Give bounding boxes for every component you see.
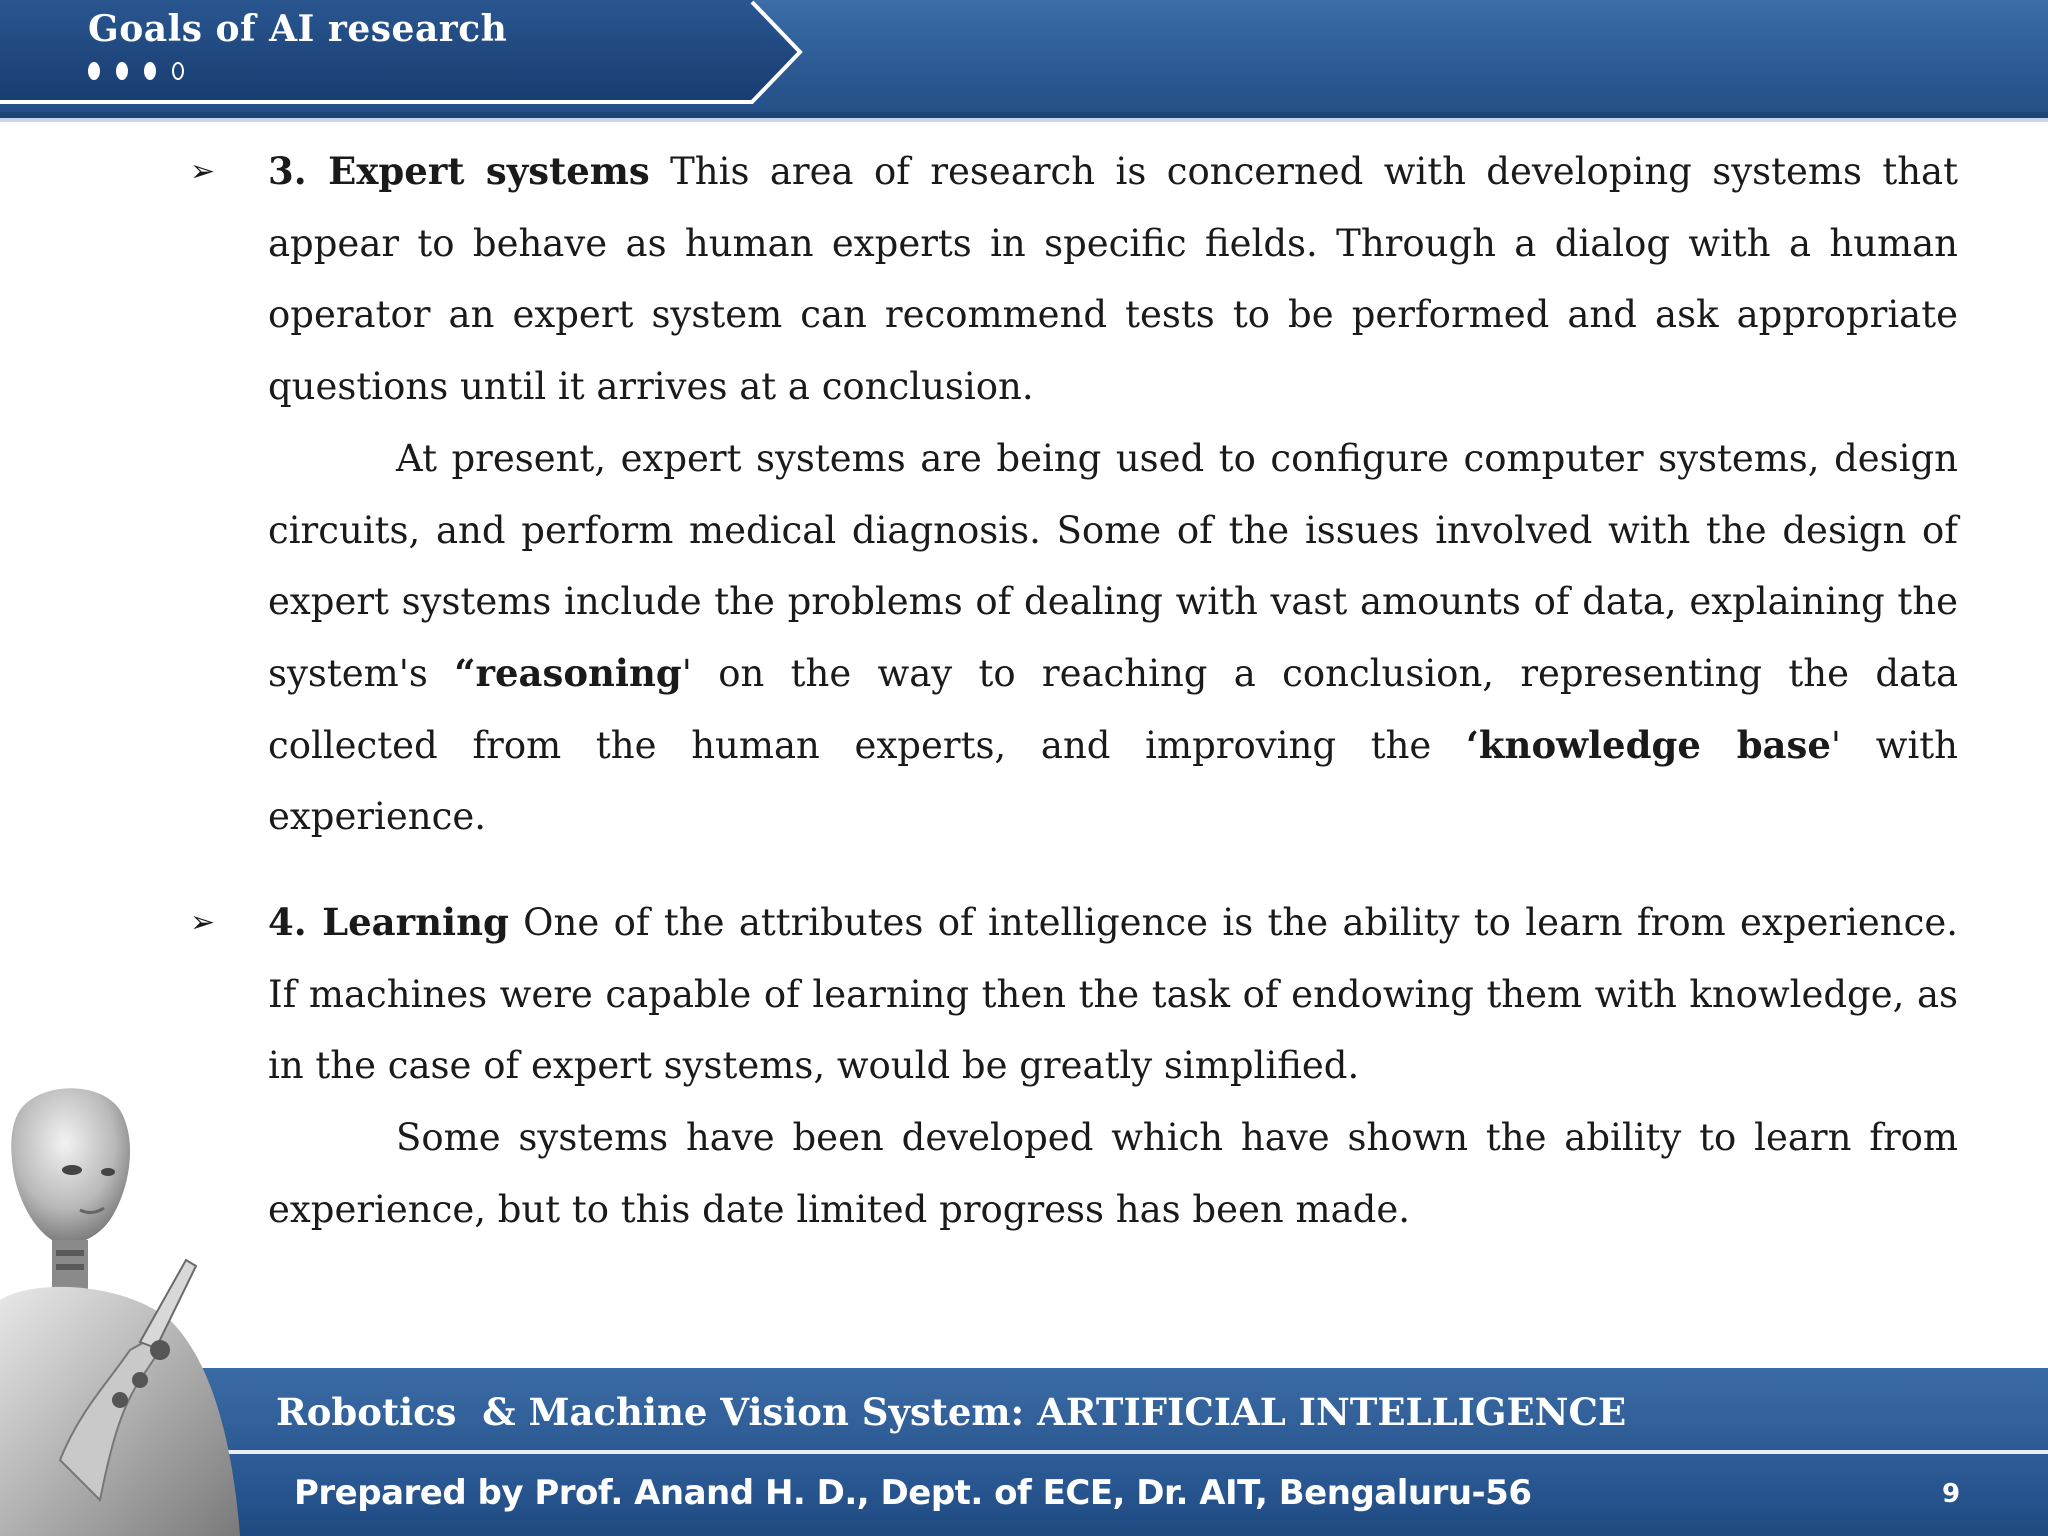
bullet-expert-systems — [190, 136, 1958, 423]
robot-icon — [0, 1080, 240, 1536]
progress-dot-filled — [116, 62, 128, 80]
expert-systems-paragraph-2 — [190, 423, 1958, 853]
expert-systems-text-2b: ' on the way to reaching a conclusion, representing the data collected from the human experts, and improving the — [268, 651, 1959, 767]
progress-dot-filled — [144, 62, 156, 80]
progress-dot-hollow — [172, 62, 184, 80]
knowledge-base-term: ‘knowledge base — [1466, 722, 1831, 767]
arrowhead-bullet-icon: ➢ — [190, 154, 216, 189]
progress-dots — [88, 62, 184, 80]
learning-heading: 4. Learning — [268, 900, 509, 945]
arrowhead-bullet-icon: ➢ — [190, 905, 216, 941]
expert-systems-text-2a: At present, expert systems are being used to configure computer systems, design circuits, and perform medical diagnosis. Some of the issues involved with the design of expert systems include the problems of dealing with vast amounts of data, explaining the system's — [268, 436, 1958, 695]
expert-systems-text-2c: ' with experience. — [268, 723, 1958, 839]
progress-dot-filled — [88, 62, 100, 80]
learning-text: One of the attributes of intelligence is the ability to learn from experience. If machines were capable of learning then the task of endowing them with knowledge, as in the case of expert systems, would be greatly simplified. — [268, 901, 1958, 1088]
bullet-learning — [190, 887, 1958, 1102]
expert-systems-heading: 3. Expert systems — [268, 149, 650, 193]
slide-content — [190, 136, 1958, 1246]
reasoning-term: “reasoning — [454, 650, 682, 695]
header-underline-light — [0, 118, 2048, 122]
prepared-by-credit: Prepared by Prof. Anand H. D., Dept. of ECE, Dr. AIT, Bengaluru-56 — [294, 1473, 1532, 1513]
slide-title: Goals of AI research — [88, 8, 508, 50]
learning-paragraph-2: Some systems have been developed which have shown the ability to learn from experience, but to this date limited progress has been made. — [268, 1116, 1958, 1231]
course-title: Robotics & Machine Vision System: ARTIFICIAL INTELLIGENCE — [276, 1390, 1627, 1434]
expert-systems-text: This area of research is concerned with developing systems that appear to behave as human experts in specific fields. Through a dialog with a human operator an expert system can recommend tests to be performed and ask appropriate questions until it arrives at a conclusion. — [268, 150, 1958, 409]
page-number: 9 — [1942, 1479, 1961, 1509]
